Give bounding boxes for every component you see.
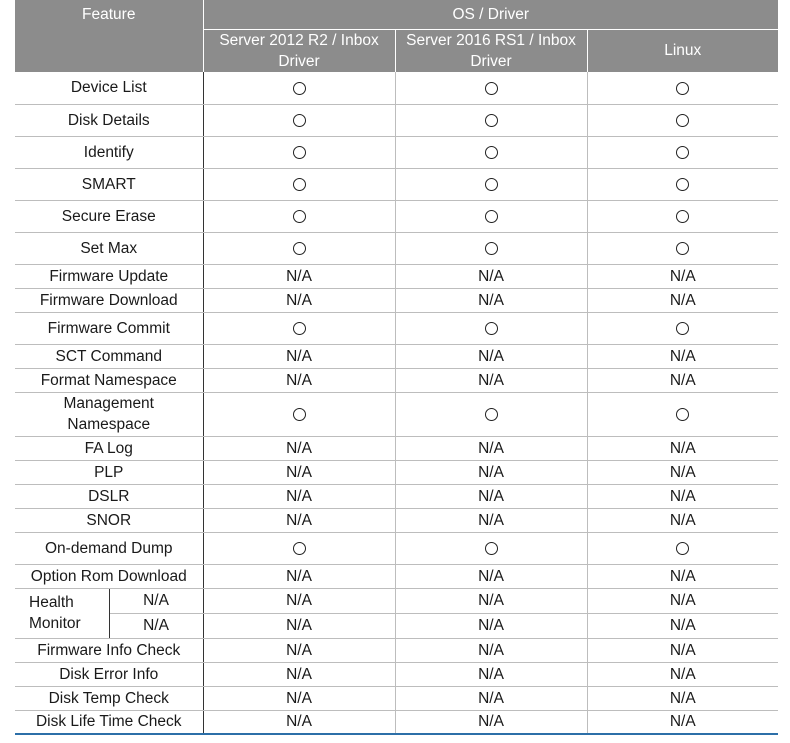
supported-circle-icon bbox=[485, 542, 498, 555]
value-cell: N/A bbox=[587, 662, 778, 686]
feature-label: Disk Life Time Check bbox=[15, 710, 203, 734]
value-cell: N/A bbox=[587, 638, 778, 662]
value-cell: N/A bbox=[203, 436, 395, 460]
value-cell: N/A bbox=[203, 588, 395, 613]
value-cell: N/A bbox=[203, 264, 395, 288]
table-row bbox=[15, 532, 778, 564]
value-cell: N/A bbox=[203, 368, 395, 392]
table-row bbox=[15, 168, 778, 200]
supported-cell bbox=[587, 136, 778, 168]
supported-cell bbox=[587, 232, 778, 264]
supported-cell bbox=[203, 72, 395, 104]
supported-cell bbox=[203, 200, 395, 232]
supported-circle-icon bbox=[485, 408, 498, 421]
value-cell: N/A bbox=[587, 436, 778, 460]
table-row bbox=[15, 72, 778, 104]
supported-cell bbox=[203, 532, 395, 564]
value-cell: N/A bbox=[587, 613, 778, 638]
supported-circle-icon bbox=[293, 322, 306, 335]
column-header-server-2016: Server 2016 RS1 / Inbox Driver bbox=[395, 29, 587, 72]
value-cell: N/A bbox=[587, 564, 778, 588]
value-cell: N/A bbox=[203, 508, 395, 532]
value-cell: N/A bbox=[203, 564, 395, 588]
value-cell: N/A bbox=[587, 288, 778, 312]
value-cell: N/A bbox=[203, 613, 395, 638]
table-row bbox=[15, 232, 778, 264]
value-cell: N/A bbox=[587, 508, 778, 532]
feature-label: FA Log bbox=[15, 436, 203, 460]
value-cell: N/A bbox=[395, 508, 587, 532]
feature-label: Format Namespace bbox=[15, 368, 203, 392]
supported-circle-icon bbox=[676, 242, 689, 255]
supported-circle-icon bbox=[485, 242, 498, 255]
value-cell: N/A bbox=[203, 484, 395, 508]
supported-circle-icon bbox=[676, 146, 689, 159]
table-row bbox=[15, 710, 778, 734]
table-row bbox=[15, 588, 778, 613]
supported-circle-icon bbox=[676, 322, 689, 335]
column-header-server-2012: Server 2012 R2 / Inbox Driver bbox=[203, 29, 395, 72]
feature-label: Identify bbox=[15, 136, 203, 168]
supported-circle-icon bbox=[485, 146, 498, 159]
feature-label: Device List bbox=[15, 72, 203, 104]
supported-cell bbox=[395, 168, 587, 200]
value-cell: N/A bbox=[587, 686, 778, 710]
value-cell: N/A bbox=[587, 344, 778, 368]
value-cell: N/A bbox=[395, 368, 587, 392]
value-cell: N/A bbox=[395, 613, 587, 638]
value-cell: N/A bbox=[587, 460, 778, 484]
table-row bbox=[15, 392, 778, 436]
value-cell: N/A bbox=[395, 436, 587, 460]
health-monitor-label: Health Monitor bbox=[15, 588, 109, 638]
table-row bbox=[15, 613, 778, 638]
value-cell: N/A bbox=[395, 344, 587, 368]
supported-circle-icon bbox=[676, 82, 689, 95]
supported-circle-icon bbox=[485, 114, 498, 127]
value-cell: N/A bbox=[587, 368, 778, 392]
table-row bbox=[15, 662, 778, 686]
supported-cell bbox=[395, 72, 587, 104]
supported-circle-icon bbox=[293, 242, 306, 255]
supported-cell bbox=[395, 136, 587, 168]
value-cell: N/A bbox=[587, 264, 778, 288]
supported-cell bbox=[395, 392, 587, 436]
table-row bbox=[15, 368, 778, 392]
feature-label: Firmware Download bbox=[15, 288, 203, 312]
feature-label: Firmware Update bbox=[15, 264, 203, 288]
supported-circle-icon bbox=[293, 82, 306, 95]
supported-cell bbox=[587, 392, 778, 436]
supported-circle-icon bbox=[293, 542, 306, 555]
supported-cell bbox=[587, 72, 778, 104]
value-cell: N/A bbox=[203, 638, 395, 662]
supported-circle-icon bbox=[293, 210, 306, 223]
value-cell: N/A bbox=[395, 686, 587, 710]
feature-label: Disk Error Info bbox=[15, 662, 203, 686]
value-cell: N/A bbox=[203, 288, 395, 312]
supported-circle-icon bbox=[293, 178, 306, 191]
supported-circle-icon bbox=[293, 146, 306, 159]
value-cell: N/A bbox=[395, 484, 587, 508]
supported-circle-icon bbox=[676, 178, 689, 191]
supported-cell bbox=[203, 312, 395, 344]
feature-label: Disk Details bbox=[15, 104, 203, 136]
supported-cell bbox=[203, 232, 395, 264]
table-row bbox=[15, 484, 778, 508]
supported-cell bbox=[587, 532, 778, 564]
supported-cell bbox=[395, 104, 587, 136]
table-row bbox=[15, 288, 778, 312]
value-cell: N/A bbox=[395, 264, 587, 288]
supported-cell bbox=[587, 312, 778, 344]
value-cell: N/A bbox=[587, 484, 778, 508]
value-cell: N/A bbox=[203, 344, 395, 368]
supported-cell bbox=[395, 200, 587, 232]
value-cell: N/A bbox=[395, 662, 587, 686]
feature-label: Management Namespace bbox=[15, 392, 203, 436]
supported-circle-icon bbox=[676, 408, 689, 421]
feature-label: Set Max bbox=[15, 232, 203, 264]
value-cell: N/A bbox=[395, 588, 587, 613]
health-monitor-sub-value: N/A bbox=[109, 613, 203, 638]
table-row bbox=[15, 312, 778, 344]
table-row bbox=[15, 508, 778, 532]
supported-circle-icon bbox=[485, 178, 498, 191]
supported-cell bbox=[587, 168, 778, 200]
supported-circle-icon bbox=[293, 114, 306, 127]
value-cell: N/A bbox=[395, 288, 587, 312]
supported-cell bbox=[587, 200, 778, 232]
feature-label: PLP bbox=[15, 460, 203, 484]
table-row bbox=[15, 264, 778, 288]
value-cell: N/A bbox=[395, 638, 587, 662]
table-row bbox=[15, 686, 778, 710]
os-driver-feature-table bbox=[15, 0, 778, 735]
supported-cell bbox=[203, 168, 395, 200]
feature-header-spacer bbox=[15, 29, 203, 72]
feature-label: On-demand Dump bbox=[15, 532, 203, 564]
supported-cell bbox=[587, 104, 778, 136]
supported-circle-icon bbox=[676, 114, 689, 127]
feature-label: Firmware Commit bbox=[15, 312, 203, 344]
feature-label: SNOR bbox=[15, 508, 203, 532]
table-row bbox=[15, 638, 778, 662]
feature-label: Option Rom Download bbox=[15, 564, 203, 588]
supported-circle-icon bbox=[485, 322, 498, 335]
supported-cell bbox=[203, 136, 395, 168]
value-cell: N/A bbox=[203, 460, 395, 484]
value-cell: N/A bbox=[587, 588, 778, 613]
table-row bbox=[15, 200, 778, 232]
feature-header: Feature bbox=[15, 0, 203, 29]
table-row bbox=[15, 104, 778, 136]
supported-cell bbox=[395, 532, 587, 564]
supported-cell bbox=[395, 312, 587, 344]
os-driver-header: OS / Driver bbox=[203, 0, 778, 29]
value-cell: N/A bbox=[587, 710, 778, 734]
feature-label: SCT Command bbox=[15, 344, 203, 368]
feature-label: Secure Erase bbox=[15, 200, 203, 232]
supported-circle-icon bbox=[485, 82, 498, 95]
supported-circle-icon bbox=[676, 542, 689, 555]
value-cell: N/A bbox=[395, 564, 587, 588]
health-monitor-sub-value: N/A bbox=[109, 588, 203, 613]
table-row bbox=[15, 136, 778, 168]
feature-label: Firmware Info Check bbox=[15, 638, 203, 662]
table-row bbox=[15, 436, 778, 460]
supported-cell bbox=[395, 232, 587, 264]
feature-label: SMART bbox=[15, 168, 203, 200]
table-row bbox=[15, 344, 778, 368]
feature-label: Disk Temp Check bbox=[15, 686, 203, 710]
table-row bbox=[15, 564, 778, 588]
supported-circle-icon bbox=[676, 210, 689, 223]
feature-label: DSLR bbox=[15, 484, 203, 508]
table-row bbox=[15, 460, 778, 484]
supported-cell bbox=[203, 392, 395, 436]
value-cell: N/A bbox=[203, 710, 395, 734]
value-cell: N/A bbox=[395, 710, 587, 734]
column-header-linux: Linux bbox=[587, 29, 778, 72]
value-cell: N/A bbox=[203, 662, 395, 686]
value-cell: N/A bbox=[395, 460, 587, 484]
supported-circle-icon bbox=[485, 210, 498, 223]
value-cell: N/A bbox=[203, 686, 395, 710]
supported-cell bbox=[203, 104, 395, 136]
supported-circle-icon bbox=[293, 408, 306, 421]
